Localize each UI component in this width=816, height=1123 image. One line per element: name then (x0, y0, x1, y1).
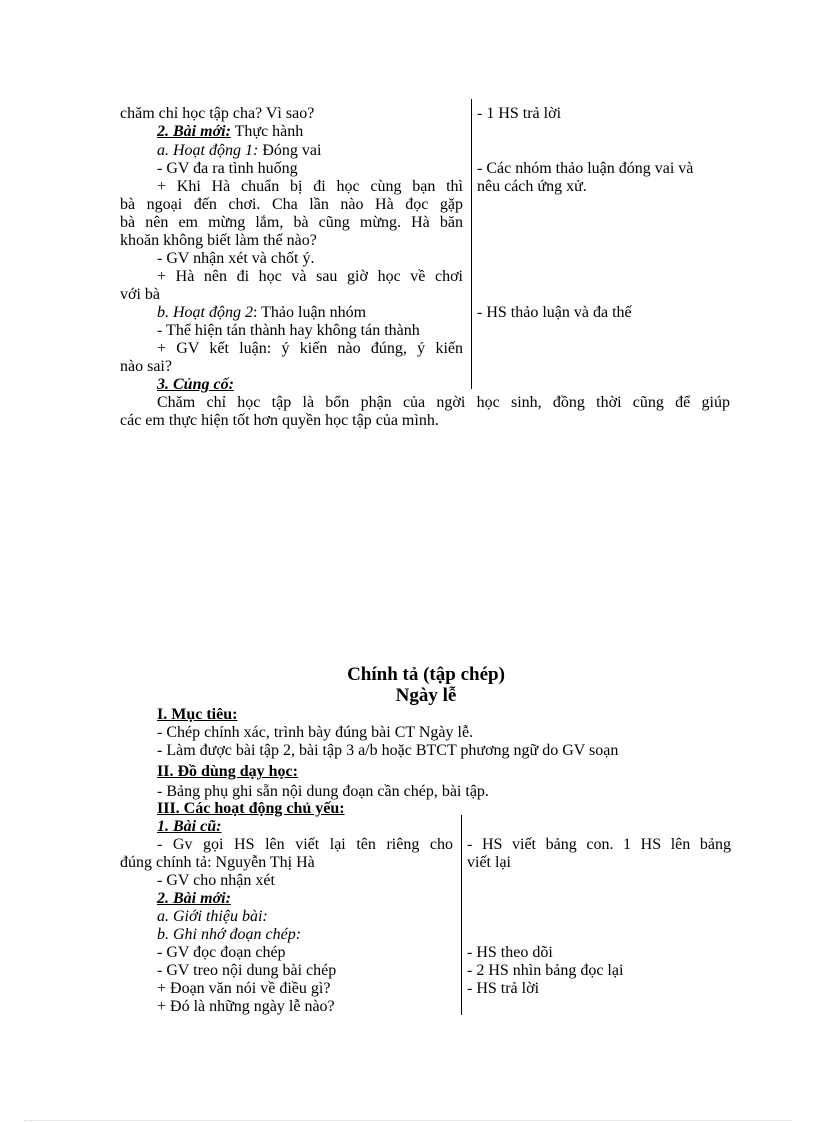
text-line: - GV nhận xét và chốt ý. (157, 250, 315, 267)
lesson-title: Chính tả (tập chép) (347, 664, 505, 685)
page-footer-rule (24, 1120, 792, 1121)
text-line: nào sai? (120, 358, 172, 375)
goal-item: - Làm được bài tập 2, bài tập 3 a/b hoặc BTCT phương ngữ do GV soạn (157, 742, 619, 759)
text-line: - Thể hiện tán thành hay không tán thành (157, 322, 420, 339)
old-lesson-heading: 1. Bài cũ: (157, 818, 222, 835)
text-line: - GV đọc đoạn chép (157, 944, 286, 961)
materials-heading: II. Đồ dùng dạy học: (157, 763, 298, 780)
activity-1-text: Đóng vai (258, 142, 322, 159)
text-line: với bà (120, 286, 161, 303)
heading-text: Thực hành (230, 123, 304, 140)
closing-text: Chăm chỉ học tập là bổn phận của ngời học sinh, đồng thời cũng để giúp (157, 394, 730, 411)
intro-label: a. Giới thiệu bài: (157, 908, 268, 925)
answer-line: - HS thảo luận và đa thế (477, 304, 632, 321)
text-line: đúng chính tả: Nguyễn Thị Hà (120, 854, 315, 871)
answer-line: - HS trả lời (467, 980, 540, 997)
text-line: + GV kết luận: ý kiến nào đúng, ý kiến (157, 340, 463, 357)
answer-line: viết lại (467, 854, 511, 871)
activity-line (157, 142, 321, 160)
new-lesson-heading: 2. Bài mới: (157, 890, 231, 907)
text-line: + Hà nên đi học và sau giờ học về chơi (157, 268, 463, 285)
text-line: + Đoạn văn nói về điều gì? (157, 980, 331, 997)
activity-1-label: a. Hoạt động 1: (157, 142, 259, 159)
consolidation-heading: 3. Củng cố: (157, 376, 234, 393)
text-line: - Gv gọi HS lên viết lại tên riêng cho (157, 836, 453, 853)
goals-heading: I. Mục tiêu: (157, 706, 238, 723)
text-line: - GV cho nhận xét (157, 872, 275, 889)
goal-item: - Chép chính xác, trình bày đúng bài CT Ngày lễ. (157, 724, 474, 741)
closing-text: các em thực hiện tốt hơn quyền học tập của mình. (120, 412, 439, 429)
answer-line: nêu cách ứng xử. (477, 178, 587, 195)
column-divider (471, 99, 472, 389)
text-line: - GV treo nội dung bài chép (157, 962, 337, 979)
text-line: - GV đa ra tình huống (157, 160, 298, 177)
materials-text: - Bảng phụ ghi sẵn nội dung đoạn cần chép, bài tập. (157, 783, 489, 800)
text-line: + Khi Hà chuẩn bị đi học cùng bạn thì (157, 178, 463, 195)
heading-line (157, 123, 303, 141)
answer-line: - HS viết bảng con. 1 HS lên bảng (467, 836, 731, 853)
text-line: khoăn không biết làm thế nào? (120, 232, 317, 249)
activities-heading: III. Các hoạt động chủ yếu: (157, 800, 345, 817)
answer-line: - 1 HS trả lời (477, 105, 562, 122)
lesson-subtitle: Ngày lễ (395, 685, 457, 706)
answer-line: - HS theo dõi (467, 944, 553, 961)
column-divider (461, 815, 462, 1015)
new-lesson-heading: 2. Bài mới: (157, 123, 231, 140)
text-line: + Đó là những ngày lễ nào? (157, 998, 335, 1015)
text-line: chăm chỉ học tập cha? Vì sao? (120, 105, 315, 122)
answer-line: - Các nhóm thảo luận đóng vai và (477, 160, 694, 177)
activity-2-label: b. Hoạt động 2 (157, 304, 253, 321)
activity-2-text: : Thảo luận nhóm (253, 304, 367, 321)
copy-label: b. Ghi nhớ đoạn chép: (157, 926, 302, 943)
answer-line: - 2 HS nhìn bảng đọc lại (467, 962, 624, 979)
text-line: bà ngoại đến chơi. Cha lần nào Hà đọc gặp (120, 196, 463, 213)
text-line: bà nên em mừng lắm, bà cũng mừng. Hà băn (120, 214, 463, 231)
activity-line (157, 304, 366, 322)
